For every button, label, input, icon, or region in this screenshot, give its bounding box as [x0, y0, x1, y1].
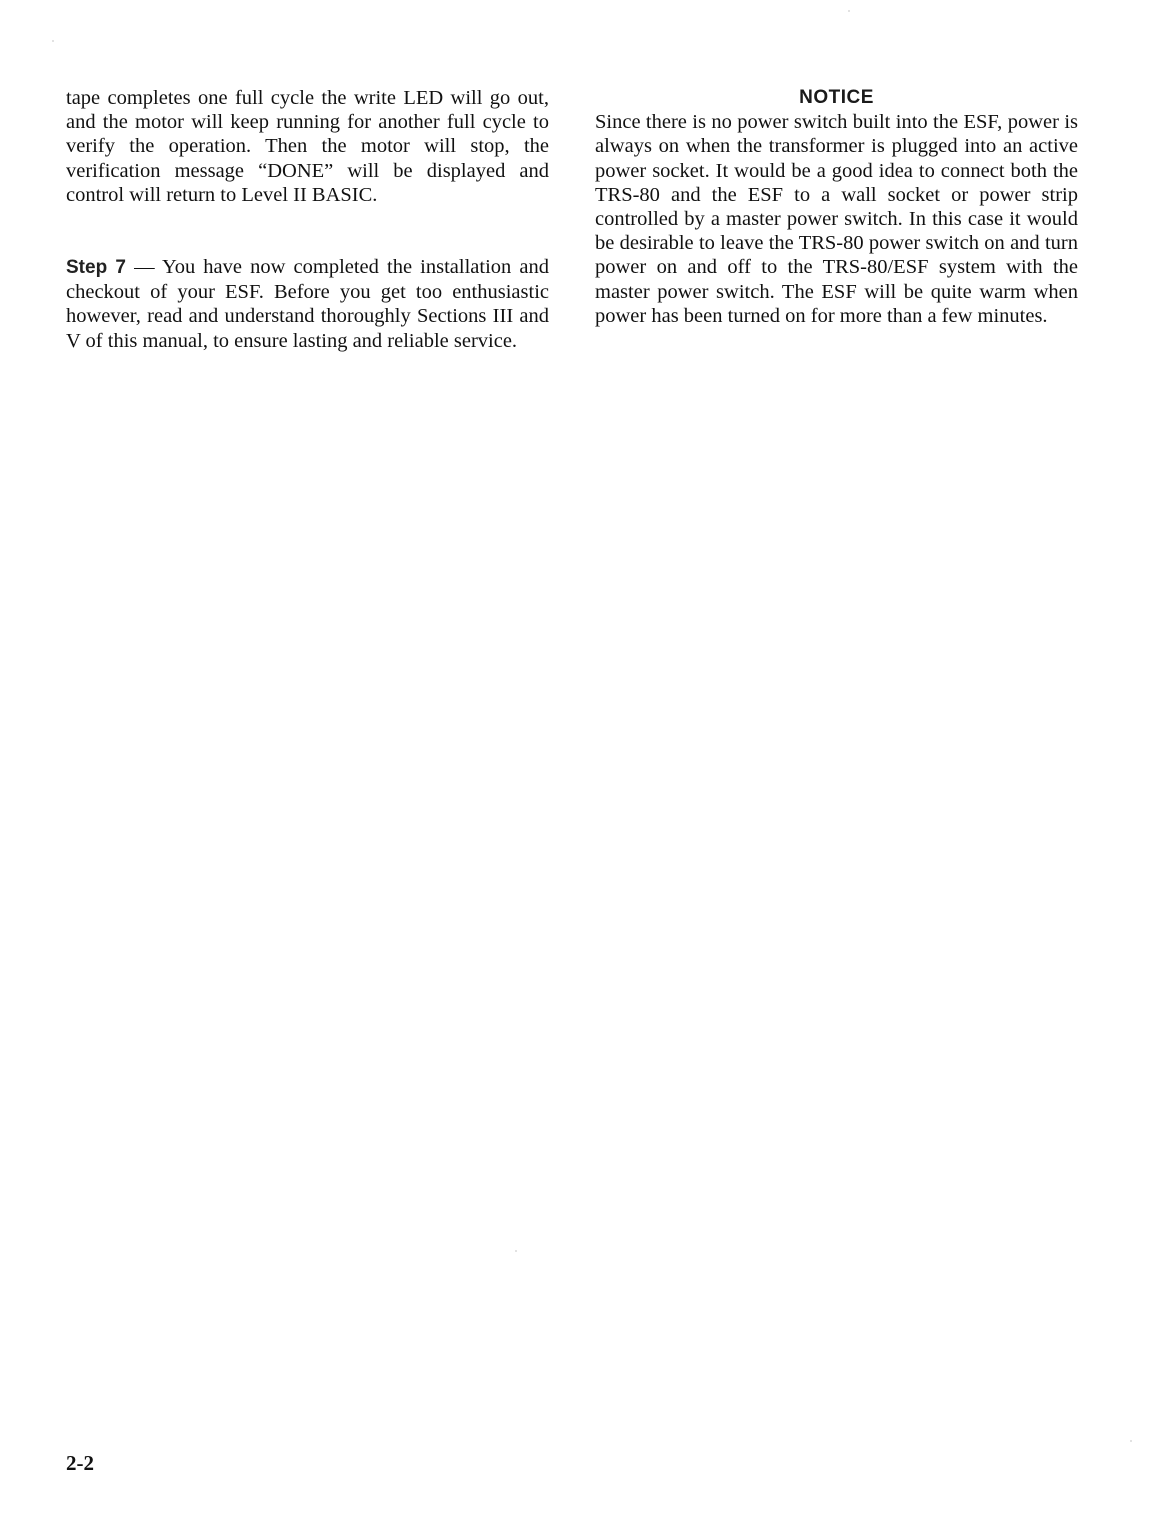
step-7-separator: — — [126, 256, 162, 279]
scan-speck — [52, 40, 54, 42]
left-column — [66, 86, 549, 353]
right-column — [595, 86, 1078, 328]
step-7-label: Step 7 — [66, 257, 126, 279]
notice-heading: NOTICE — [799, 87, 874, 108]
scan-speck — [848, 10, 850, 12]
page-number: 2-2 — [66, 1451, 94, 1475]
continuation-paragraph: tape completes one full cycle the write LED will go out, and the motor will keep running for another full cycle to verify the operation. Then the motor will stop, the verification message “DONE” will be displayed and control will return to Level II BASIC. — [66, 87, 549, 206]
step-7-text: You have now completed the installation and checkout of your ESF. Before you get too enthusiastic however, read and understand thoroughly Sections III and V of this manual, to ensure lasting and reliable service. — [66, 256, 549, 352]
step-7-paragraph — [66, 255, 549, 353]
paragraph-spacer — [66, 207, 549, 255]
scan-speck — [515, 1250, 517, 1252]
notice-paragraph: Since there is no power switch built into the ESF, power is always on when the transformer is plugged into an active power socket. It would be a good idea to connect both the TRS-80 and the ESF to a wall socket or power strip controlled by a master power switch. In this case it would be desirable to leave the TRS-80 power switch on and turn power on and off to the TRS-80/ESF system with the master power switch. The ESF will be quite warm when power has been turned on for more than a few minutes. — [595, 111, 1078, 327]
scan-speck — [1130, 1440, 1132, 1442]
